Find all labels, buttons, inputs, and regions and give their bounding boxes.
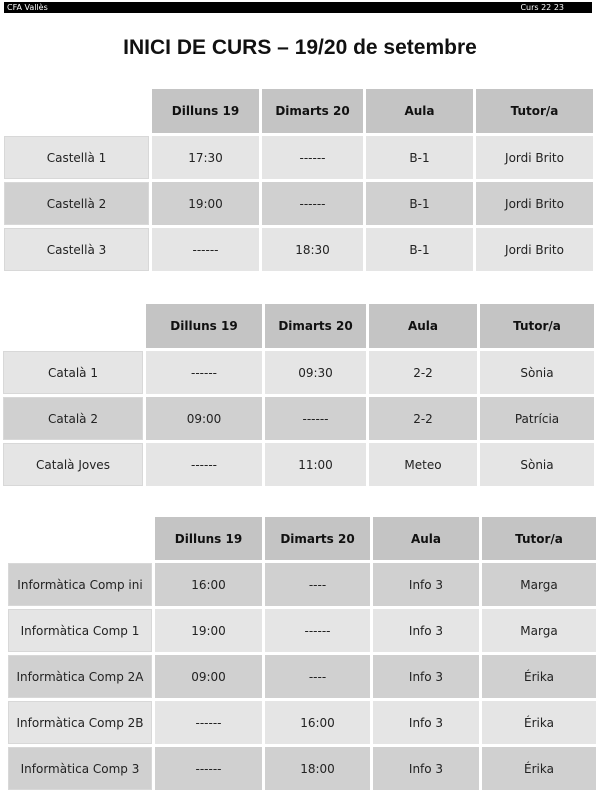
cell-room: B-1 [366,182,473,225]
cell-room: Meteo [369,443,477,486]
cell-tutor: Érika [482,655,596,698]
schedule-table-catala [0,301,597,489]
cell-monday: ------ [155,701,262,744]
cell-monday: 19:00 [152,182,259,225]
table-row [8,701,596,744]
col-header: Aula [373,517,479,560]
col-header: Aula [369,304,477,348]
header-blank [8,517,152,560]
cell-tutor: Érika [482,701,596,744]
cell-tuesday: ------ [262,136,363,179]
cell-tuesday: ---- [265,563,370,606]
schedule-table-castella [1,86,596,274]
col-header: Tutor/a [480,304,594,348]
table-header-row [8,517,596,560]
header-org: CFA Vallès [7,3,48,12]
course-name: Castellà 3 [4,228,149,271]
cell-room: Info 3 [373,609,479,652]
table-header-row [4,89,593,133]
cell-monday: ------ [155,747,262,790]
cell-room: 2-2 [369,351,477,394]
cell-tuesday: ---- [265,655,370,698]
course-name: Informàtica Comp 2B [8,701,152,744]
course-name: Informàtica Comp 3 [8,747,152,790]
cell-room: B-1 [366,136,473,179]
course-name: Informàtica Comp 2A [8,655,152,698]
table-row [8,747,596,790]
header-bar [4,2,592,13]
course-name: Informàtica Comp 1 [8,609,152,652]
col-header: Dilluns 19 [155,517,262,560]
course-name: Català Joves [3,443,143,486]
table-row [8,563,596,606]
cell-monday: 19:00 [155,609,262,652]
table-row [8,609,596,652]
col-header: Dimarts 20 [265,304,366,348]
cell-tuesday: 18:30 [262,228,363,271]
cell-tutor: Jordi Brito [476,136,593,179]
col-header: Tutor/a [482,517,596,560]
cell-tutor: Érika [482,747,596,790]
schedule-table-informatica [5,514,599,793]
table-row [4,136,593,179]
cell-room: Info 3 [373,563,479,606]
cell-tutor: Marga [482,563,596,606]
cell-monday: 16:00 [155,563,262,606]
col-header: Dimarts 20 [262,89,363,133]
cell-room: Info 3 [373,701,479,744]
cell-monday: ------ [146,443,262,486]
cell-tuesday: ------ [265,609,370,652]
cell-tuesday: 16:00 [265,701,370,744]
cell-room: 2-2 [369,397,477,440]
cell-tuesday: ------ [265,397,366,440]
cell-tutor: Sònia [480,351,594,394]
cell-monday: 09:00 [155,655,262,698]
cell-tutor: Patrícia [480,397,594,440]
cell-monday: 17:30 [152,136,259,179]
col-header: Tutor/a [476,89,593,133]
cell-tutor: Sònia [480,443,594,486]
course-name: Català 2 [3,397,143,440]
header-blank [4,89,149,133]
cell-tuesday: 18:00 [265,747,370,790]
table-row [4,228,593,271]
table-row [4,182,593,225]
cell-tutor: Jordi Brito [476,228,593,271]
cell-room: B-1 [366,228,473,271]
cell-room: Info 3 [373,747,479,790]
header-blank [3,304,143,348]
header-year: Curs 22 23 [520,3,564,12]
col-header: Dimarts 20 [265,517,370,560]
cell-monday: ------ [152,228,259,271]
cell-tuesday: ------ [262,182,363,225]
course-name: Català 1 [3,351,143,394]
page-title: INICI DE CURS – 19/20 de setembre [123,36,477,59]
cell-monday: 09:00 [146,397,262,440]
table-header-row [3,304,594,348]
table-row [3,351,594,394]
col-header: Aula [366,89,473,133]
cell-tutor: Marga [482,609,596,652]
course-name: Castellà 1 [4,136,149,179]
cell-monday: ------ [146,351,262,394]
cell-tutor: Jordi Brito [476,182,593,225]
table-row [3,397,594,440]
cell-room: Info 3 [373,655,479,698]
cell-tuesday: 09:30 [265,351,366,394]
cell-tuesday: 11:00 [265,443,366,486]
col-header: Dilluns 19 [152,89,259,133]
course-name: Informàtica Comp ini [8,563,152,606]
course-name: Castellà 2 [4,182,149,225]
table-row [3,443,594,486]
table-row [8,655,596,698]
col-header: Dilluns 19 [146,304,262,348]
